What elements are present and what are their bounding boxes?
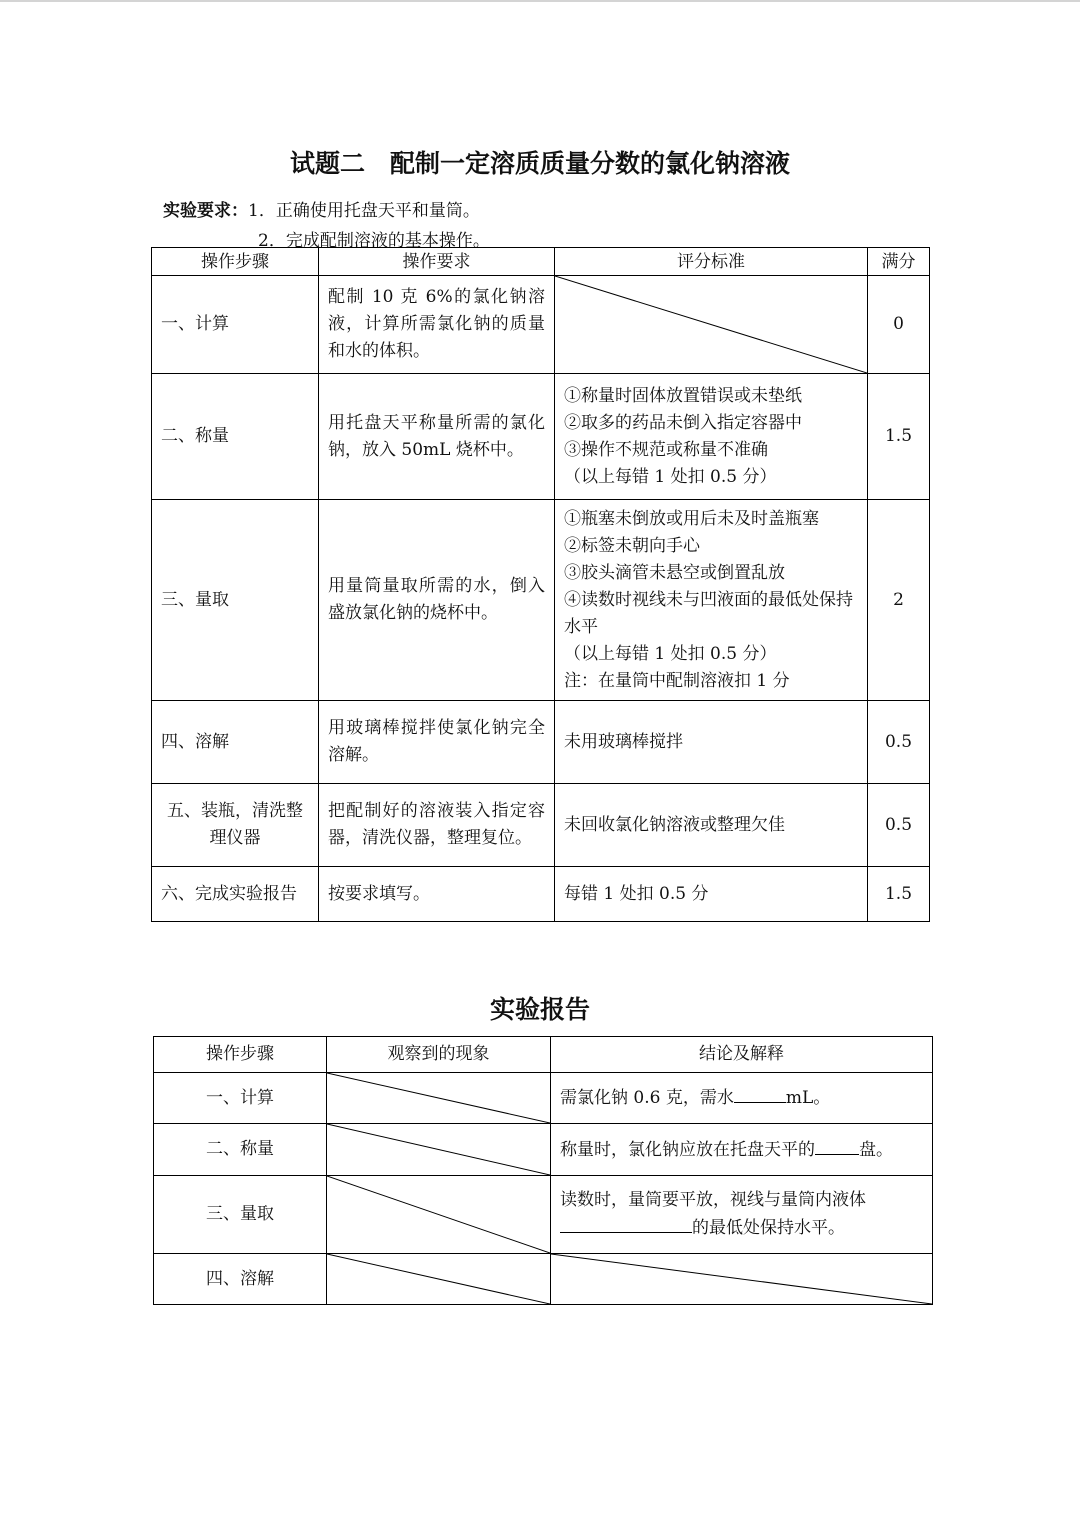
step-line: 理仪器 — [209, 828, 261, 848]
requirement-cell: 用量筒量取所需的水，倒入盛放氯化钠的烧杯中。 — [319, 500, 555, 701]
step-cell: 六、完成实验报告 — [152, 867, 319, 922]
step-cell: 三、量取 — [154, 1176, 327, 1254]
requirement-item-1: 1．正确使用托盘天平和量筒。 — [248, 201, 480, 221]
requirement-cell: 配制 10 克 6%的氯化钠溶液，计算所需氯化钠的质量和水的体积。 — [319, 276, 555, 374]
conclusion-text: mL。 — [785, 1088, 831, 1108]
header-cell: 操作要求 — [319, 248, 555, 276]
score-cell: 1.5 — [868, 867, 930, 922]
criteria-line: 注：在量筒中配制溶液扣 1 分 — [564, 670, 790, 691]
step-cell: 四、溶解 — [154, 1254, 327, 1305]
requirement-cell: 把配制好的溶液装入指定容器，清洗仪器，整理复位。 — [319, 784, 555, 867]
requirement-item-2: 2．完成配制溶液的基本操作。 — [258, 231, 490, 251]
criteria-line: ①称量时固体放置错误或未垫纸 — [564, 385, 802, 406]
table-row — [152, 374, 930, 500]
conclusion-text: 的最低处保持水平。 — [692, 1218, 845, 1238]
conclusion-text: 读数时，量筒要平放，视线与量筒内液体 — [560, 1190, 866, 1210]
score-cell: 0.5 — [868, 784, 930, 867]
requirements-label: 实验要求： — [163, 201, 248, 221]
table-row — [152, 867, 930, 922]
diagonal-empty-cell — [551, 1254, 933, 1305]
header-cell: 操作步骤 — [152, 248, 319, 276]
table-row — [152, 701, 930, 784]
step-cell: 一、计算 — [152, 276, 319, 374]
criteria-cell: 每错 1 处扣 0.5 分 — [555, 867, 868, 922]
header-cell: 结论及解释 — [551, 1037, 933, 1073]
diagonal-empty-cell — [327, 1124, 551, 1176]
conclusion-text: 盘。 — [859, 1139, 893, 1160]
criteria-cell — [555, 374, 868, 500]
requirement-cell: 用托盘天平称量所需的氯化钠，放入 50mL 烧杯中。 — [319, 374, 555, 500]
criteria-line: ②标签未朝向手心 — [564, 535, 700, 556]
criteria-line: ④读数时视线未与凹液面的最低处保持水平 — [564, 589, 853, 637]
score-cell: 0 — [868, 276, 930, 374]
diagonal-empty-cell — [327, 1176, 551, 1254]
criteria-line: （以上每错 1 处扣 0.5 分） — [564, 466, 777, 487]
score-cell: 0.5 — [868, 701, 930, 784]
page-title: 试题二 配制一定溶质质量分数的氯化钠溶液 — [289, 149, 790, 178]
fill-blank-pan-side[interactable] — [815, 1136, 859, 1155]
conclusion-cell — [551, 1124, 933, 1176]
report-row — [154, 1073, 933, 1124]
header-cell: 满分 — [868, 248, 930, 276]
conclusion-text: 需氯化钠 0.6 克，需水 — [560, 1088, 734, 1108]
report-row — [154, 1254, 933, 1305]
conclusion-cell — [551, 1176, 933, 1254]
step-cell — [152, 784, 319, 867]
report-header-row — [154, 1037, 933, 1073]
score-cell: 2 — [868, 500, 930, 701]
step-cell: 四、溶解 — [152, 701, 319, 784]
header-cell: 观察到的现象 — [327, 1037, 551, 1073]
report-row — [154, 1176, 933, 1254]
criteria-cell: 未回收氯化钠溶液或整理欠佳 — [555, 784, 868, 867]
fill-blank-water-volume[interactable] — [734, 1084, 786, 1103]
diagonal-empty-cell — [327, 1073, 551, 1124]
criteria-line: ②取多的药品未倒入指定容器中 — [564, 412, 802, 433]
requirement-line-1 — [163, 196, 480, 221]
report-row — [154, 1124, 933, 1176]
step-cell: 三、量取 — [152, 500, 319, 701]
criteria-line: ③操作不规范或称量不准确 — [564, 439, 768, 460]
criteria-cell: 未用玻璃棒搅拌 — [555, 701, 868, 784]
diagonal-empty-cell — [327, 1254, 551, 1305]
requirement-cell: 按要求填写。 — [319, 867, 555, 922]
requirement-cell: 用玻璃棒搅拌使氯化钠完全溶解。 — [319, 701, 555, 784]
diagonal-empty-cell — [555, 276, 868, 374]
fill-blank-liquid-surface[interactable] — [560, 1214, 692, 1233]
scoring-table — [151, 247, 930, 922]
step-line: 五、装瓶，清洗整 — [167, 801, 303, 821]
table-header-row — [152, 248, 930, 276]
conclusion-cell — [551, 1073, 933, 1124]
table-row — [152, 276, 930, 374]
top-border-line — [0, 0, 1080, 2]
criteria-line: （以上每错 1 处扣 0.5 分） — [564, 643, 777, 664]
step-cell: 二、称量 — [154, 1124, 327, 1176]
header-cell: 评分标准 — [555, 248, 868, 276]
table-row — [152, 500, 930, 701]
criteria-line: ③胶头滴管未悬空或倒置乱放 — [564, 562, 785, 583]
report-table — [153, 1036, 933, 1305]
step-cell: 一、计算 — [154, 1073, 327, 1124]
step-cell: 二、称量 — [152, 374, 319, 500]
header-cell: 操作步骤 — [154, 1037, 327, 1073]
table-row — [152, 784, 930, 867]
conclusion-text: 称量时，氯化钠应放在托盘天平的 — [560, 1139, 815, 1160]
criteria-cell — [555, 500, 868, 701]
criteria-line: ①瓶塞未倒放或用后未及时盖瓶塞 — [564, 508, 819, 529]
report-title: 实验报告 — [489, 995, 590, 1024]
score-cell: 1.5 — [868, 374, 930, 500]
